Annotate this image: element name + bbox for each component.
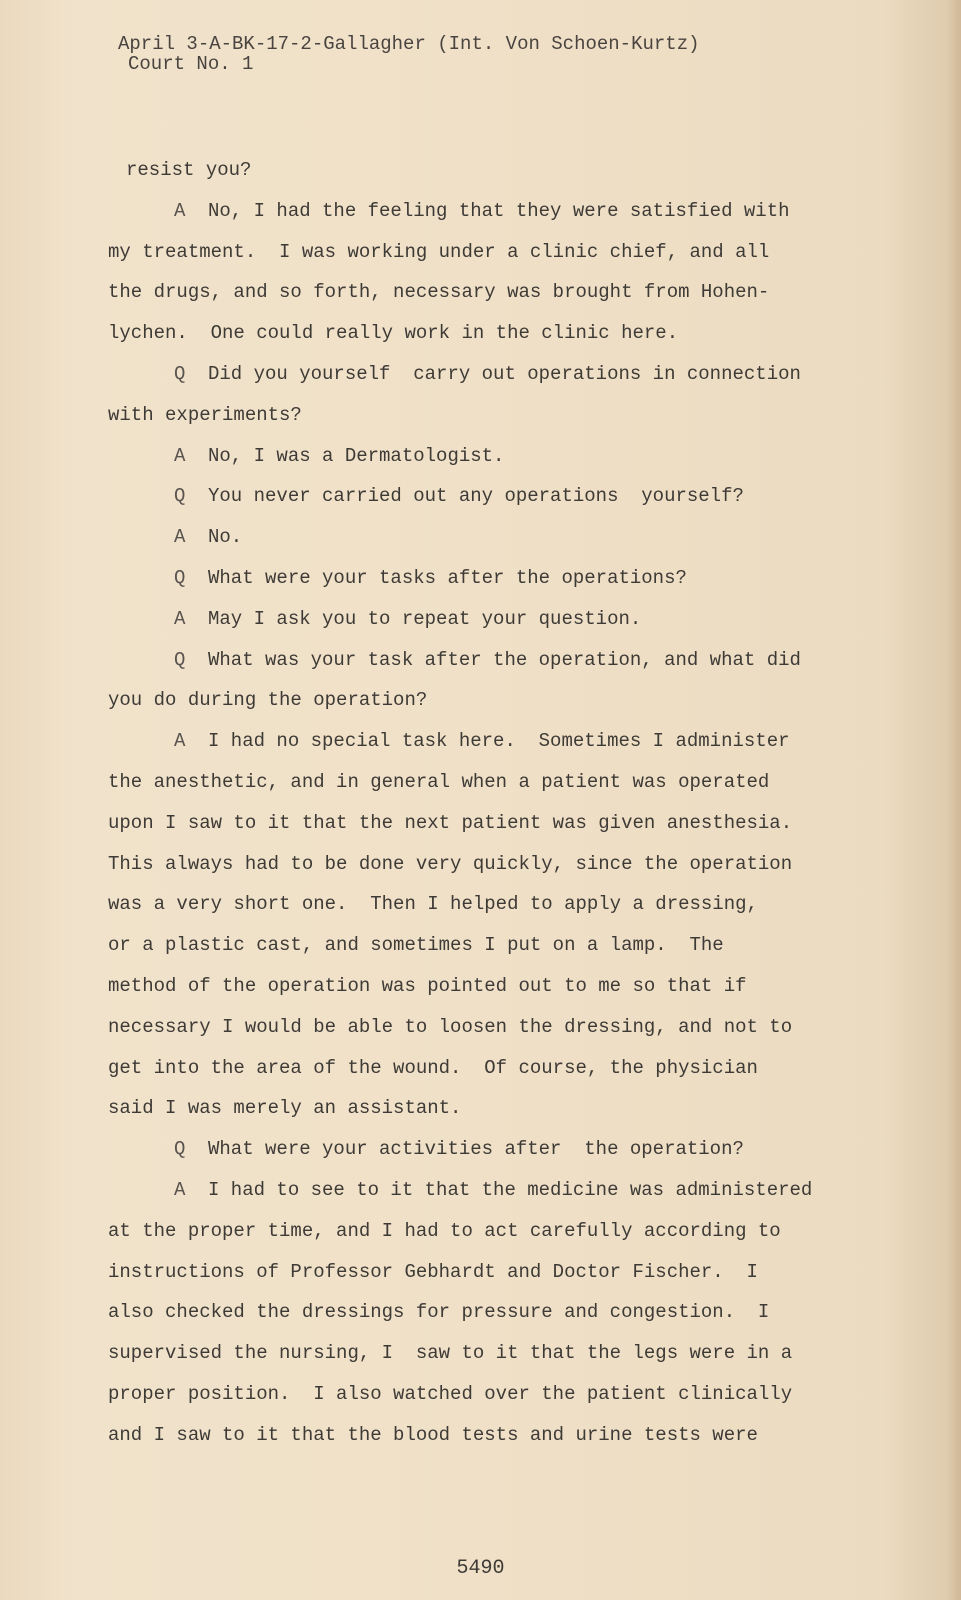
speaker-label: A: [174, 607, 186, 630]
transcript-line: [108, 1333, 868, 1374]
transcript-line: [108, 1211, 868, 1252]
line-text: No.: [208, 526, 243, 549]
speaker-label: A: [174, 199, 186, 222]
transcript-line: [108, 1007, 868, 1048]
transcript-line: [108, 1292, 868, 1333]
transcript-line: [108, 395, 868, 436]
transcript-line: [108, 721, 868, 762]
line-text: Did you yourself carry out operations in connection: [208, 362, 801, 385]
transcript-line: [108, 844, 868, 885]
transcript-line: [108, 640, 868, 681]
transcript-line: [108, 436, 868, 477]
transcript-line: [108, 1170, 868, 1211]
transcript-line: [108, 517, 868, 558]
line-text: You never carried out any operations yourself?: [208, 485, 744, 508]
line-text: said I was merely an assistant.: [108, 1097, 462, 1120]
line-text: the drugs, and so forth, necessary was brought from Hohen-: [108, 281, 770, 304]
line-text: and I saw to it that the blood tests and urine tests were: [108, 1423, 758, 1446]
speaker-label: A: [174, 526, 186, 549]
transcript-line: [108, 1048, 868, 1089]
transcript-line: [108, 1129, 868, 1170]
transcript-line: [108, 272, 868, 313]
line-text: also checked the dressings for pressure and congestion. I: [108, 1301, 770, 1324]
speaker-label: Q: [174, 1138, 186, 1161]
transcript-line: [108, 925, 868, 966]
line-text: upon I saw to it that the next patient was given anesthesia.: [108, 811, 793, 834]
transcript-line: [108, 1415, 868, 1456]
court-number: Court No. 1: [128, 53, 254, 75]
transcript-line: [108, 476, 868, 517]
line-text: No, I was a Dermatologist.: [208, 444, 505, 467]
transcript-line: [108, 558, 868, 599]
transcript-line: [108, 680, 868, 721]
line-text: was a very short one. Then I helped to apply a dressing,: [108, 893, 758, 916]
line-text: proper position. I also watched over the patient clinically: [108, 1382, 793, 1405]
transcript-line: [108, 1252, 868, 1293]
transcript-line: [108, 313, 868, 354]
case-reference: April 3-A-BK-17-2-Gallagher (Int. Von Schoen-Kurtz): [118, 33, 700, 55]
line-text: May I ask you to repeat your question.: [208, 607, 642, 630]
transcript-line: [108, 1374, 868, 1415]
line-text: This always had to be done very quickly, since the operation: [108, 852, 793, 875]
speaker-label: Q: [174, 485, 186, 508]
line-text: resist you?: [126, 159, 252, 181]
line-text: at the proper time, and I had to act carefully according to: [108, 1219, 781, 1242]
transcript-line: [108, 1088, 868, 1129]
transcript-line: [108, 966, 868, 1007]
line-text: supervised the nursing, I saw to it that the legs were in a: [108, 1342, 793, 1365]
transcript-line: [108, 599, 868, 640]
speaker-label: Q: [174, 566, 186, 589]
transcript-body: [108, 150, 868, 1456]
transcript-line: [108, 762, 868, 803]
line-text: my treatment. I was working under a clinic chief, and all: [108, 240, 770, 263]
line-text: What were your tasks after the operations?: [208, 566, 687, 589]
line-text: or a plastic cast, and sometimes I put on a lamp. The: [108, 934, 724, 957]
line-text: I had to see to it that the medicine was administered: [208, 1178, 813, 1201]
line-text: necessary I would be able to loosen the dressing, and not to: [108, 1015, 793, 1038]
line-text: I had no special task here. Sometimes I administer: [208, 730, 790, 753]
transcript-line: [108, 354, 868, 395]
document-header: [118, 34, 700, 74]
line-text: instructions of Professor Gebhardt and Doctor Fischer. I: [108, 1260, 758, 1283]
transcript-line: [108, 803, 868, 844]
speaker-label: Q: [174, 362, 186, 385]
line-text: method of the operation was pointed out to me so that if: [108, 974, 747, 997]
line-text: What was your task after the operation, and what did: [208, 648, 801, 671]
line-text: What were your activities after the operation?: [208, 1138, 744, 1161]
line-text: the anesthetic, and in general when a patient was operated: [108, 770, 770, 793]
speaker-label: Q: [174, 648, 186, 671]
line-text: No, I had the feeling that they were satisfied with: [208, 199, 790, 222]
line-text: you do during the operation?: [108, 689, 428, 712]
speaker-label: A: [174, 730, 186, 753]
transcript-line: [108, 232, 868, 273]
page-number: 5490: [456, 1557, 505, 1580]
transcript-line: [108, 191, 868, 232]
line-text: get into the area of the wound. Of course, the physician: [108, 1056, 758, 1079]
line-text: with experiments?: [108, 403, 302, 426]
transcript-line: [108, 884, 868, 925]
speaker-label: A: [174, 1178, 186, 1201]
speaker-label: A: [174, 444, 186, 467]
line-text: lychen. One could really work in the clinic here.: [108, 322, 679, 345]
transcript-line: [108, 150, 868, 191]
